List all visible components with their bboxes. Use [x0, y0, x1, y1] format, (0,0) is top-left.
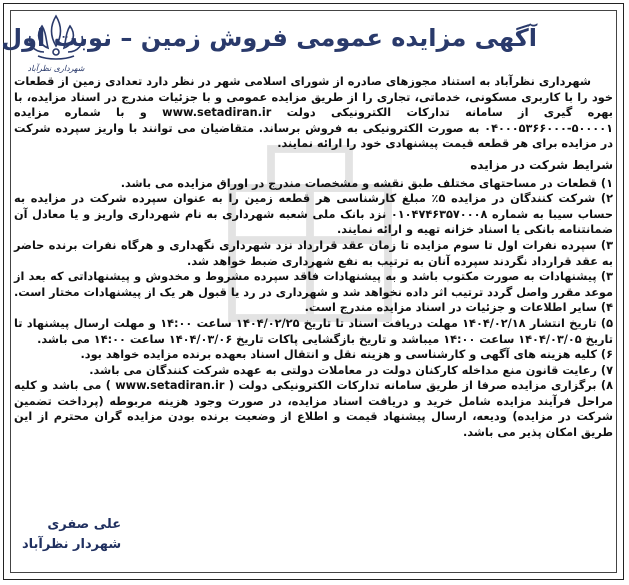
- condition-item-5: ۴) سایر اطلاعات و جزئیات در اسناد مزایده مندرج است.: [304, 301, 613, 315]
- signature-block: [22, 515, 121, 555]
- condition-item-6: ۵) تاریخ انتشار ۱۴۰۴/۰۲/۱۸ مهلت دریافت اسناد تا تاریخ ۱۴۰۴/۰۲/۲۵ ساعت ۱۴:۰۰ و مهلت ارسال پیشنهاد تا تاریخ ۱۴۰۴/۰۳/۰۵ ساعت ۱۴:۰۰ میباشد و تاریخ بازگشایی پاکات تاریخ ۱۴۰۴/۰۳/۰۶ ساعت ۱۴:۰۰ می باشد.: [14, 316, 613, 346]
- condition-item-1: ۱) قطعات در مساحتهای مختلف طبق نقشه و مشخصات مندرج در اوراق مزایده می باشد.: [120, 176, 613, 190]
- logo-caption: شهرداری نظرآباد: [27, 64, 85, 73]
- notice-body: [14, 74, 613, 561]
- conditions-heading: شرایط شرکت در مزایده: [470, 157, 613, 172]
- condition-item-8: ۷) رعایت قانون منع مداخله کارکنان دولت در معاملات دولتی به عهده شرکت کنندگان می باشد.: [89, 363, 613, 377]
- intro-paragraph: شهرداری نظرآباد به استناد مجوزهای صادره از شورای اسلامی شهر در نظر دارد تعدادی زمین از قطعات خود را با کاربری مسکونی، خدماتی، تجاری را از طریق مزایده عمومی و با جزئیات مندرج در اسناد مزایده، با بهره گیری از سامانه تدارکات الکترونیکی دولت www.setadiran.ir و با شماره مزایده ۵۰۰۰۰۱-۰۴۰۰۰۵۳۶۶۰۰۰ به صورت الکترونیکی به فروش برساند. متقاضیان می توانند با واریز سپرده شرکت در مزایده برای هر قطعه قیمت پیشنهادی خود را ارائه نمایند.: [14, 75, 613, 151]
- condition-item-7: ۶) کلیه هزینه های آگهی و کارشناسی و هزینه نقل و انتقال اسناد بعهده برنده مزایده خواهد بود.: [80, 348, 613, 362]
- condition-item-3: ۳) سپرده نفرات اول تا سوم مزایده تا زمان عقد قرارداد نزد شهرداری نگهداری و هرگاه نفرات برنده حاضر به عقد قرارداد نگردند سپرده آنان به ترتیب به نفع شهرداری ضبط خواهد شد.: [14, 238, 613, 268]
- signer-name: علی صفری: [47, 517, 122, 532]
- condition-item-9: ۸) برگزاری مزایده صرفا از طریق سامانه تدارکات الکترونیکی دولت ( www.setadiran.ir ) می باشد و کلیه مراحل فرآیند مزایده شامل خرید و دریافت اسناد مزایده، در صورت وجود هزینه مربوطه (پرداخت تضمین شرکت در مزایده) ودیعه، ارسال پیشنهاد قیمت و اطلاع از وضعیت برنده بودن مزایده گران محترم از این طریق امکان پذیر می باشد.: [14, 379, 613, 440]
- notice-header: [1, 12, 617, 76]
- condition-item-2: ۲) شرکت کنندگان در مزایده ۵٪ مبلغ کارشناسی هر قطعه زمین را به عنوان سپرده شرکت در مزایده به حساب سیبا به شماره ۰۱۰۴۷۴۶۳۵۷۰۰۰۸ نزد بانک ملی شعبه شهرداری به نام شهرداری واریز و یا معادل آن ضمانتنامه بانکی یا اسناد خزانه تهیه و ارائه نمایند.: [14, 192, 614, 237]
- signer-role: شهردار نظرآباد: [22, 537, 122, 552]
- condition-item-4: ۳) پیشنهادات به صورت مکتوب باشد و به پیشنهادات فاقد سپرده مشروط و مخدوش و پیشنهاداتی که بعد از موعد مقرر واصل گردد ترتیب اثر داده نخواهد شد و شهرداری در رد یا قبول هر یک از پیشنهادات مختار است.: [14, 270, 613, 299]
- notice-title: آگهی مزایده عمومی فروش زمین – نوبت اول: [1, 24, 537, 52]
